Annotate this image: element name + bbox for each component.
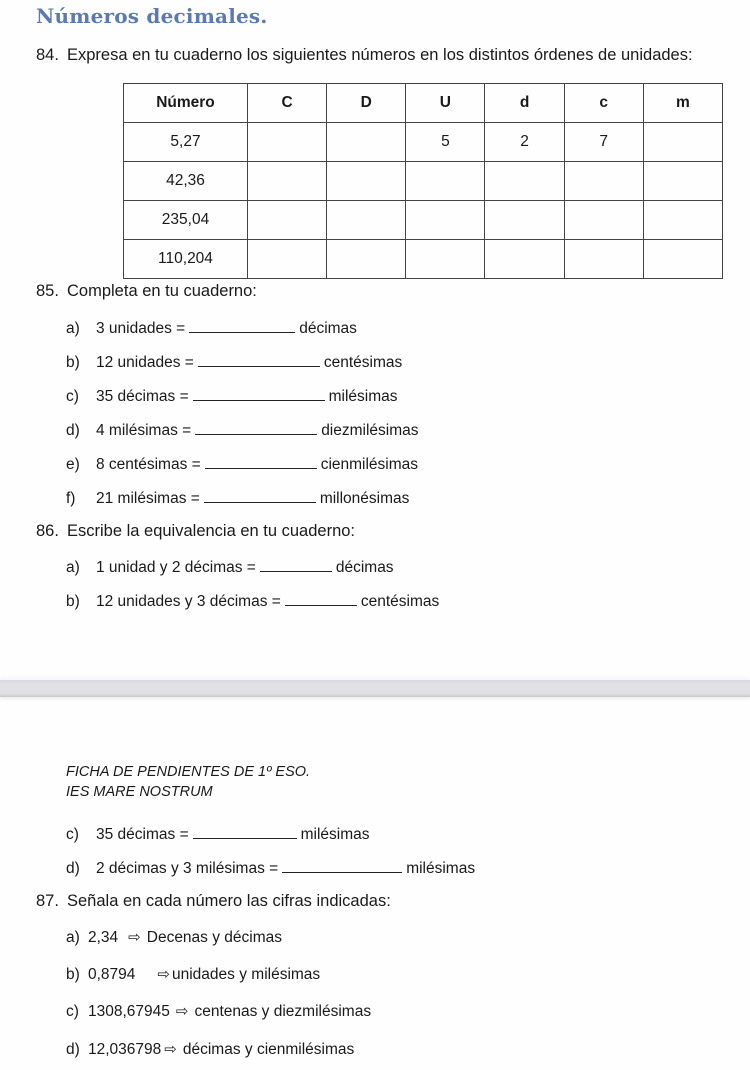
page-break-divider (0, 680, 750, 697)
item-right: milésimas (300, 826, 370, 843)
item-label: d) (66, 422, 80, 439)
item-right: décimas (299, 320, 357, 337)
question-85 (36, 282, 257, 301)
table-cell (643, 162, 722, 201)
item-label: d) (66, 1041, 80, 1058)
table-cell (643, 123, 722, 162)
table-cell: 7 (564, 123, 643, 162)
answer-blank[interactable] (204, 488, 316, 503)
item-left: 1 unidad y 2 décimas = (96, 559, 256, 576)
answer-blank[interactable] (193, 824, 297, 839)
item-right: diezmilésimas (321, 422, 419, 439)
item-label: a) (66, 320, 80, 337)
item-label: c) (66, 826, 79, 843)
answer-blank[interactable] (198, 352, 320, 367)
exercise-item (66, 352, 402, 372)
table-cell (564, 240, 643, 279)
item-left: 12 unidades = (96, 354, 194, 371)
column-header: m (643, 84, 722, 123)
table-row (124, 201, 723, 240)
exercise-item (66, 1002, 371, 1021)
exercise-item (66, 1040, 354, 1059)
exercise-item (66, 928, 282, 947)
item-label: a) (66, 929, 80, 946)
item-right: milésimas (328, 388, 398, 405)
item-number: 1308,67945 (88, 1003, 170, 1020)
answer-blank[interactable] (260, 557, 332, 572)
item-target: centenas y diezmilésimas (194, 1003, 372, 1020)
question-number: 87. (36, 892, 59, 910)
exercise-item (66, 488, 409, 508)
item-label: f) (66, 490, 76, 507)
question-84 (36, 46, 693, 65)
item-left: 12 unidades y 3 décimas = (96, 593, 281, 610)
item-right: décimas (335, 559, 394, 576)
table-cell (406, 240, 485, 279)
item-target: unidades y milésimas (172, 966, 321, 983)
arrow-right-icon: ⇨ (157, 966, 170, 983)
page-header-line-1: FICHA DE PENDIENTES DE 1º ESO. (66, 764, 311, 780)
table-cell: 5,27 (124, 123, 248, 162)
item-target: Decenas y décimas (146, 929, 283, 946)
item-label: e) (66, 456, 80, 473)
item-left: 4 milésimas = (96, 422, 192, 439)
item-left: 3 unidades = (96, 320, 186, 337)
item-left: 21 milésimas = (96, 490, 200, 507)
item-label: a) (66, 559, 80, 576)
column-header: C (248, 84, 327, 123)
page-title: Números decimales. (36, 4, 268, 28)
answer-blank[interactable] (193, 386, 325, 401)
question-text: Expresa en tu cuaderno los siguientes números en los distintos órdenes de unidades: (67, 46, 693, 64)
item-right: cienmilésimas (320, 456, 419, 473)
exercise-item (66, 858, 475, 878)
item-left: 8 centésimas = (96, 456, 201, 473)
column-header: d (485, 84, 564, 123)
table-cell (643, 240, 722, 279)
table-cell (406, 162, 485, 201)
table-cell (564, 201, 643, 240)
units-table (123, 83, 723, 279)
item-label: b) (66, 966, 80, 983)
question-text: Completa en tu cuaderno: (67, 282, 257, 300)
item-right: centésimas (360, 593, 440, 610)
column-header: D (327, 84, 406, 123)
table-cell (485, 240, 564, 279)
table-row (124, 123, 723, 162)
item-left: 35 décimas = (96, 388, 189, 405)
question-text: Escribe la equivalencia en tu cuaderno: (67, 522, 356, 540)
table-cell (327, 201, 406, 240)
question-text: Señala en cada número las cifras indicadas: (67, 892, 391, 910)
table-cell: 5 (406, 123, 485, 162)
table-row (124, 162, 723, 201)
table-cell (643, 201, 722, 240)
table-cell (327, 240, 406, 279)
table-cell (406, 201, 485, 240)
item-right: millonésimas (319, 490, 410, 507)
column-header: Número (124, 84, 248, 123)
exercise-item (66, 824, 370, 844)
item-left: 35 décimas = (96, 826, 189, 843)
table-cell: 42,36 (124, 162, 248, 201)
question-number: 84. (36, 46, 59, 64)
item-target: décimas y cienmilésimas (182, 1041, 355, 1058)
arrow-right-icon: ⇨ (164, 1041, 177, 1058)
column-header: c (564, 84, 643, 123)
exercise-item (66, 386, 398, 406)
item-right: milésimas (406, 860, 476, 877)
table-cell (248, 123, 327, 162)
arrow-right-icon: ⇨ (128, 929, 141, 946)
item-number: 2,34 (88, 929, 119, 946)
exercise-item (66, 591, 439, 611)
page-header-line-2: IES MARE NOSTRUM (66, 784, 213, 800)
item-label: b) (66, 593, 80, 610)
item-number: 12,036798 (88, 1041, 162, 1058)
table-cell (248, 162, 327, 201)
question-number: 86. (36, 522, 59, 540)
table-cell: 2 (485, 123, 564, 162)
answer-blank[interactable] (282, 858, 402, 873)
table-row (124, 240, 723, 279)
arrow-right-icon: ⇨ (175, 1003, 189, 1020)
table-cell (327, 162, 406, 201)
table-cell: 110,204 (124, 240, 248, 279)
column-header: U (406, 84, 485, 123)
item-number: 0,8794 (88, 966, 136, 983)
item-right: centésimas (323, 354, 403, 371)
answer-blank[interactable] (285, 591, 357, 606)
exercise-item (66, 454, 418, 474)
exercise-item (66, 965, 320, 984)
item-label: d) (66, 860, 80, 877)
item-label: c) (66, 388, 79, 405)
answer-blank[interactable] (189, 318, 295, 333)
table-cell: 235,04 (124, 201, 248, 240)
item-left: 2 décimas y 3 milésimas = (96, 860, 279, 877)
question-86 (36, 522, 355, 541)
table-cell (248, 201, 327, 240)
table-header-row (124, 84, 723, 123)
table-cell (485, 201, 564, 240)
table-cell (327, 123, 406, 162)
exercise-item (66, 557, 394, 577)
exercise-item (66, 420, 419, 440)
table-cell (564, 162, 643, 201)
question-number: 85. (36, 282, 59, 300)
exercise-item (66, 318, 357, 338)
answer-blank[interactable] (205, 454, 317, 469)
question-87 (36, 892, 391, 911)
answer-blank[interactable] (195, 420, 317, 435)
table-cell (248, 240, 327, 279)
table-cell (485, 162, 564, 201)
item-label: c) (66, 1003, 79, 1020)
item-label: b) (66, 354, 80, 371)
